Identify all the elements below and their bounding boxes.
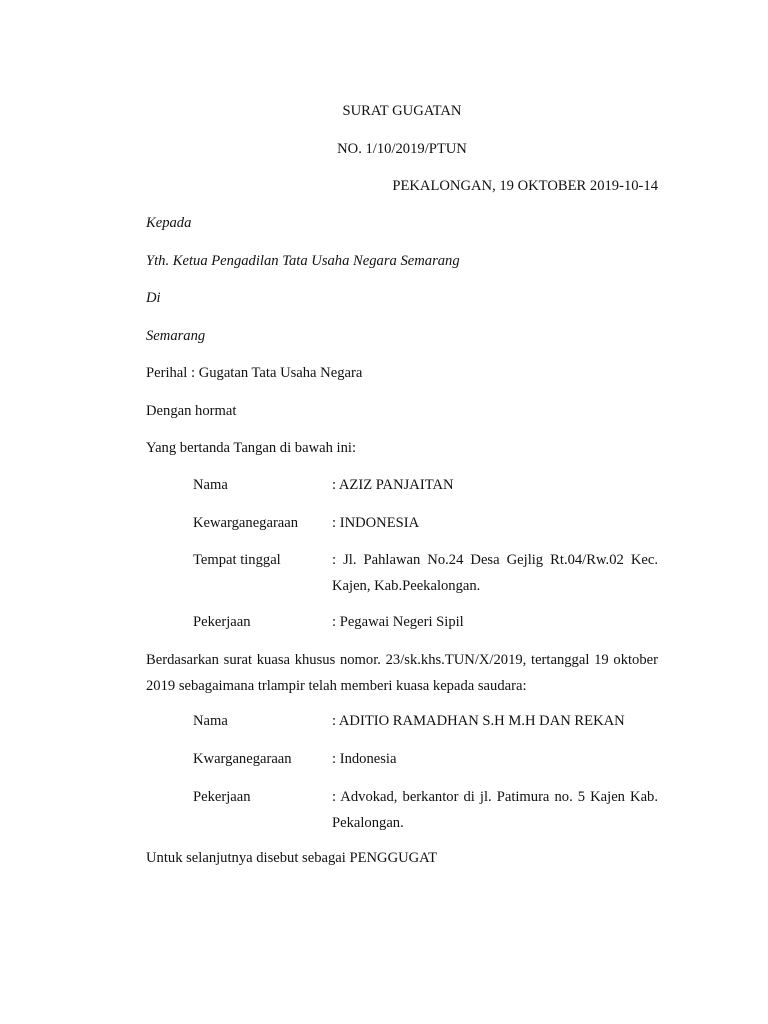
plaintiff-occupation-value: : Pegawai Negeri Sipil	[332, 614, 464, 630]
addressee-yth: Yth. Ketua Pengadilan Tata Usaha Negara Semarang	[146, 253, 460, 269]
plaintiff-address-value: : Jl. Pahlawan No.24 Desa Gejlig Rt.04/Rw.02 Kec. Kajen, Kab.Peekalongan.	[332, 552, 658, 594]
addressee-city: Semarang	[146, 328, 206, 344]
plaintiff-name-label: Nama	[193, 477, 228, 493]
letter-title: SURAT GUGATAN	[342, 103, 462, 119]
closing-line: Untuk selanjutnya disebut sebagai PENGGUGAT	[146, 850, 438, 866]
subject-line: Perihal : Gugatan Tata Usaha Negara	[146, 365, 363, 381]
place-date: PEKALONGAN, 19 OKTOBER 2019-10-14	[392, 178, 658, 194]
attorney-name-value: : ADITIO RAMADHAN S.H M.H DAN REKAN	[332, 713, 625, 729]
plaintiff-name-value: : AZIZ PANJAITAN	[332, 477, 454, 493]
attorney-name-label: Nama	[193, 713, 228, 729]
attorney-occupation-label: Pekerjaan	[193, 789, 251, 805]
intro-line: Yang bertanda Tangan di bawah ini:	[146, 440, 357, 456]
plaintiff-occupation-label: Pekerjaan	[193, 614, 251, 630]
plaintiff-citizenship-value: : INDONESIA	[332, 515, 420, 531]
greeting: Dengan hormat	[146, 403, 237, 419]
attorney-occupation-value: : Advokad, berkantor di jl. Patimura no. 5 Kajen Kab. Pekalongan.	[332, 789, 658, 831]
attorney-citizenship-value: : Indonesia	[332, 751, 397, 767]
plaintiff-address-label: Tempat tinggal	[193, 552, 281, 568]
addressee-kepada: Kepada	[146, 215, 192, 231]
addressee-di: Di	[146, 290, 161, 306]
attorney-citizenship-label: Kwarganegaraan	[193, 751, 292, 767]
plaintiff-citizenship-label: Kewarganegaraan	[193, 515, 299, 531]
letter-number: NO. 1/10/2019/PTUN	[337, 141, 467, 157]
power-of-attorney-paragraph: Berdasarkan surat kuasa khusus nomor. 23/sk.khs.TUN/X/2019, tertanggal 19 oktober 2019 sebagaimana trlampir telah memberi kuasa kepada saudara:	[146, 652, 658, 694]
